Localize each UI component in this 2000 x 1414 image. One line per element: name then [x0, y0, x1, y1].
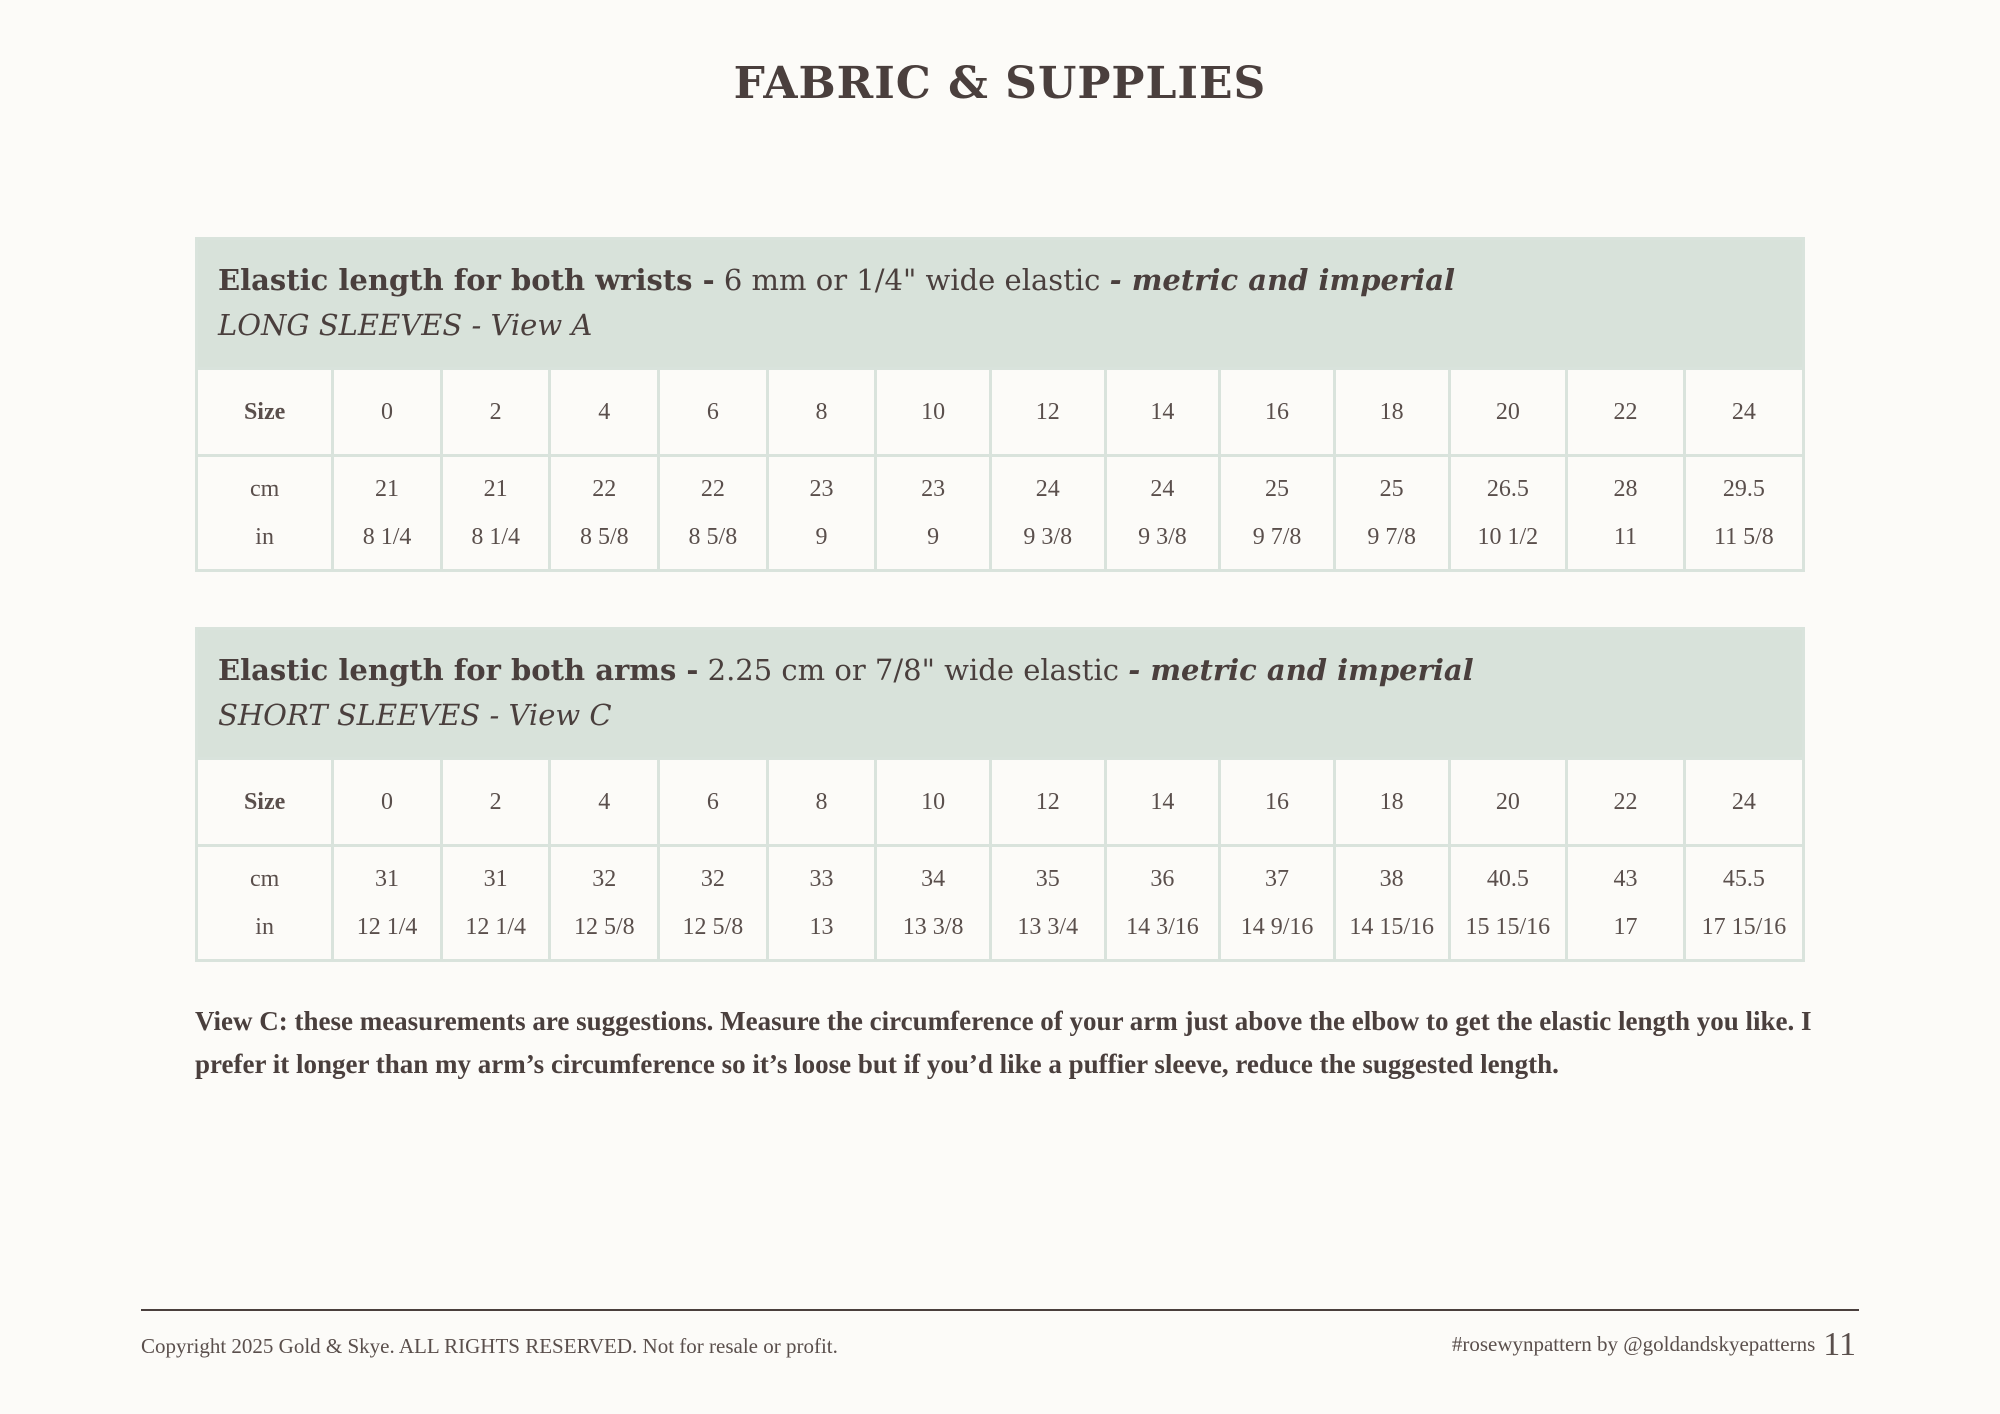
in-value: 11	[1613, 524, 1638, 550]
size-cell: 14	[1105, 759, 1220, 846]
cm-value: 25	[1379, 476, 1404, 502]
cm-value: 26.5	[1486, 476, 1529, 502]
unit-in-label: in	[255, 524, 274, 550]
size-cell: 10	[876, 369, 991, 456]
in-value: 8 1/4	[362, 524, 412, 550]
measurement-cell	[333, 456, 442, 570]
page-title: FABRIC & SUPPLIES	[733, 58, 1267, 109]
size-cell: 16	[1220, 759, 1335, 846]
in-value: 14 15/16	[1349, 914, 1435, 940]
table-title-italic: - metric and imperial	[1128, 653, 1474, 687]
table-subtitle: SHORT SLEEVES - View C	[218, 698, 612, 732]
in-value: 15 15/16	[1465, 914, 1551, 940]
in-value: 8 1/4	[471, 524, 520, 550]
table-title-bold: Elastic length for both arms -	[218, 653, 699, 687]
cm-value: 32	[700, 866, 725, 892]
size-grid	[198, 757, 1802, 959]
footer-divider	[141, 1309, 1859, 1311]
measurement-cell	[1449, 456, 1567, 570]
measurement-cell	[990, 846, 1105, 960]
size-cell: 0	[333, 759, 442, 846]
measurement-cell	[876, 456, 991, 570]
table-subtitle: LONG SLEEVES - View A	[218, 308, 593, 342]
in-value: 8 5/8	[579, 524, 629, 550]
measurement-cell	[333, 846, 442, 960]
table-header	[198, 240, 1802, 367]
in-value: 8 5/8	[688, 524, 738, 550]
in-value: 10 1/2	[1477, 524, 1539, 550]
in-value: 9 3/8	[1138, 524, 1187, 550]
unit-labels	[198, 456, 333, 570]
measurement-cell	[659, 456, 768, 570]
size-cell: 18	[1334, 759, 1449, 846]
size-cell: 12	[990, 369, 1105, 456]
cm-value: 37	[1265, 866, 1290, 892]
cm-value: 24	[1035, 476, 1060, 502]
size-cell: 22	[1567, 369, 1685, 456]
footer-right	[1452, 1326, 1856, 1364]
table-title-italic: - metric and imperial	[1109, 263, 1456, 297]
cm-value: 33	[809, 866, 834, 892]
in-value: 12 1/4	[465, 914, 526, 940]
measurement-cell	[767, 846, 876, 960]
size-cell: 14	[1105, 369, 1220, 456]
table-title-regular: 2.25 cm or 7/8" wide elastic	[698, 653, 1129, 687]
measurement-cell	[1684, 846, 1802, 960]
measurement-cell	[1567, 846, 1685, 960]
wrist-elastic-table	[195, 237, 1805, 572]
measurement-cell	[1105, 456, 1220, 570]
cm-value: 34	[921, 866, 946, 892]
size-cell: 12	[990, 759, 1105, 846]
measurement-cell	[659, 846, 768, 960]
in-value: 13 3/8	[902, 914, 964, 940]
cm-value: 29.5	[1722, 476, 1765, 502]
view-c-note: View C: these measurements are suggestions. Measure the circumference of your arm just above the elbow to get the elastic length you like. I prefer it longer than my arm’s circumference so it’s loose but if you’d like a puffier sleeve, reduce the suggested length.	[195, 1006, 1812, 1079]
table-title	[218, 648, 1782, 692]
size-row	[198, 369, 1802, 456]
cm-value: 35	[1035, 866, 1060, 892]
size-cell: 18	[1334, 369, 1449, 456]
measurement-cell	[1567, 456, 1685, 570]
cm-value: 36	[1150, 866, 1175, 892]
in-value: 9	[927, 524, 940, 550]
size-cell: 8	[767, 759, 876, 846]
cm-value: 38	[1379, 866, 1404, 892]
page-number: 11	[1823, 1326, 1856, 1363]
table-header	[198, 630, 1802, 757]
size-cell: 22	[1567, 759, 1685, 846]
cm-value: 31	[375, 866, 400, 892]
size-cell: 2	[441, 759, 550, 846]
in-value: 13 3/4	[1017, 914, 1079, 940]
measurement-cell	[1334, 846, 1449, 960]
size-cell: 4	[550, 759, 659, 846]
unit-in-label: in	[255, 914, 274, 940]
measurement-cell	[876, 846, 991, 960]
cm-value: 22	[700, 476, 725, 502]
cm-value: 43	[1613, 866, 1638, 892]
in-value: 14 3/16	[1126, 914, 1199, 940]
size-cell: 20	[1449, 369, 1567, 456]
in-value: 9 7/8	[1252, 524, 1302, 550]
size-label: Size	[198, 369, 333, 456]
size-row	[198, 759, 1802, 846]
cm-value: 24	[1150, 476, 1175, 502]
cm-value: 23	[921, 476, 946, 502]
footer-hashtag: #rosewynpattern by @goldandskyepatterns	[1451, 1332, 1816, 1356]
in-value: 13	[809, 914, 834, 940]
measurement-cell	[1334, 456, 1449, 570]
measurement-row	[198, 846, 1802, 960]
in-value: 17	[1613, 914, 1638, 940]
cm-value: 28	[1613, 476, 1638, 502]
size-cell: 0	[333, 369, 442, 456]
table-title-regular: 6 mm or 1/4" wide elastic	[714, 263, 1110, 297]
measurement-cell	[550, 846, 659, 960]
table-title-bold: Elastic length for both wrists -	[218, 263, 715, 297]
in-value: 17 15/16	[1701, 914, 1787, 940]
footer-copyright: Copyright 2025 Gold & Skye. ALL RIGHTS RESERVED. Not for resale or profit.	[141, 1334, 838, 1358]
cm-value: 25	[1265, 476, 1290, 502]
unit-labels	[198, 846, 333, 960]
in-value: 9	[815, 524, 828, 550]
measurement-cell	[441, 846, 550, 960]
cm-value: 32	[592, 866, 617, 892]
cm-value: 40.5	[1486, 866, 1529, 892]
size-cell: 4	[550, 369, 659, 456]
in-value: 9 3/8	[1023, 524, 1073, 550]
measurement-cell	[767, 456, 876, 570]
in-value: 11 5/8	[1714, 524, 1774, 550]
size-cell: 8	[767, 369, 876, 456]
size-cell: 24	[1684, 759, 1802, 846]
in-value: 9 7/8	[1367, 524, 1417, 550]
size-cell: 16	[1220, 369, 1335, 456]
cm-value: 22	[592, 476, 617, 502]
unit-cm-label: cm	[249, 476, 280, 502]
size-cell: 10	[876, 759, 991, 846]
cm-value: 21	[483, 476, 508, 502]
measurement-row	[198, 456, 1802, 570]
measurement-cell	[1449, 846, 1567, 960]
in-value: 12 1/4	[356, 914, 418, 940]
cm-value: 21	[375, 476, 400, 502]
size-cell: 6	[659, 759, 768, 846]
arm-elastic-table	[195, 627, 1805, 962]
measurement-cell	[1105, 846, 1220, 960]
size-cell: 24	[1684, 369, 1802, 456]
in-value: 14 9/16	[1240, 914, 1314, 940]
measurement-cell	[441, 456, 550, 570]
cm-value: 31	[483, 866, 508, 892]
size-grid	[198, 367, 1802, 569]
measurement-cell	[1684, 456, 1802, 570]
unit-cm-label: cm	[249, 866, 280, 892]
in-value: 12 5/8	[682, 914, 744, 940]
size-cell: 20	[1449, 759, 1567, 846]
measurement-cell	[990, 456, 1105, 570]
cm-value: 45.5	[1722, 866, 1765, 892]
size-cell: 2	[441, 369, 550, 456]
in-value: 12 5/8	[573, 914, 635, 940]
cm-value: 23	[809, 476, 834, 502]
size-label: Size	[198, 759, 333, 846]
table-title	[218, 258, 1782, 302]
measurement-cell	[1220, 846, 1335, 960]
size-cell: 6	[659, 369, 768, 456]
measurement-cell	[550, 456, 659, 570]
measurement-cell	[1220, 456, 1335, 570]
